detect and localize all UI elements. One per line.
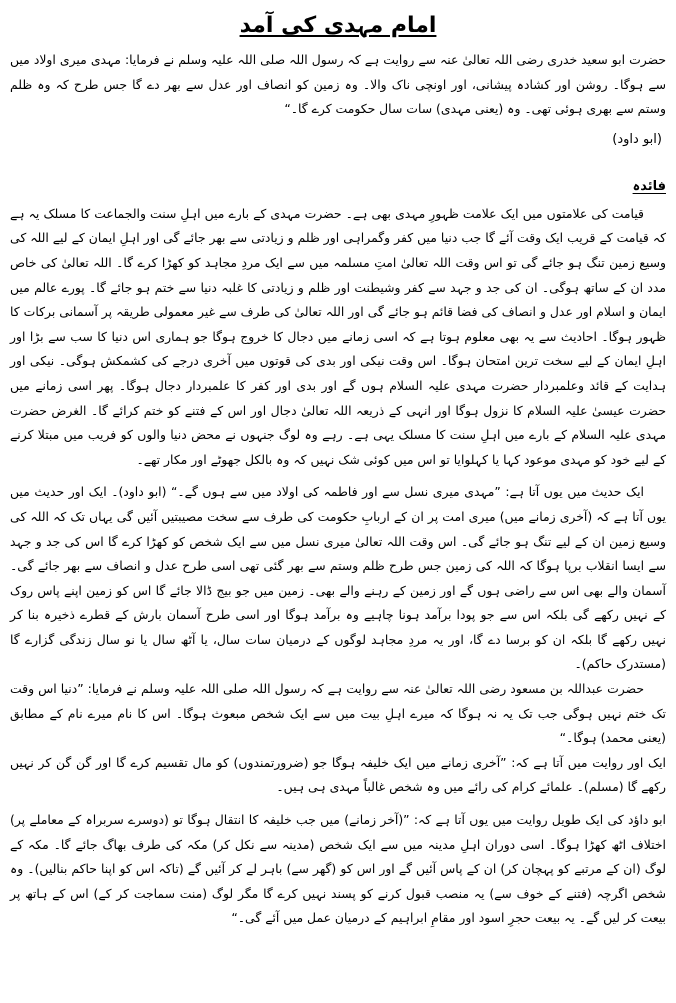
page-title: [10, 10, 666, 40]
section-heading: [10, 176, 666, 198]
body-paragraph-4: ایک اور روایت میں آتا ہے کہ: ”آخری زمانے میں ایک خلیفہ ہوگا جو (ضرورتمندوں) کو مال تقسیم کرے گا اور گن گن کر نہیں رکھے گا (مسلم)۔ علمائے کرام کی رائے میں وہ شخص غالباً مہدی ہی ہیں۔: [10, 754, 666, 795]
body-paragraph-5: ابو داؤد کی ایک طویل روایت میں یوں آتا ہے کہ: ”(آخر زمانے) میں جب خلیفہ کا انتقال ہوگا تو (دوسرے سربراہ کے معاملے پر) اختلاف اٹھ کھڑا ہوگا۔ اسی دوران اہلِ مدینہ میں سے ایک شخص (مدینہ سے نکل کر) مکہ کی طرف بھاگ جائے گا۔ مکہ کے لوگ (ان کے مرتبے کو پہچان کر) ان کے پاس آئیں گے اور اس کو (گھر سے) باہر لے کر آئیں گے (تاکہ اس کو اپنا حاکم بنالیں)۔ وہ شخص اگرچہ (فتنے کے خوف سے) یہ منصب قبول کرنے کو پسند نہیں کرے گا مگر لوگ (منت سماجت کر کے) اس کے ہاتھ پر بیعت کر لیں گے۔ یہ بیعت حجرِ اسود اور مقامِ ابراہیم کے درمیان عمل میں آئے گی۔“: [10, 812, 666, 926]
body-paragraph-1: قیامت کی علامتوں میں ایک علامت ظہورِ مہدی بھی ہے۔ حضرت مہدی کے بارے میں اہلِ سنت والجماعت کا مسلک یہ ہے کہ قیامت کے قریب ایک وقت آئے گا جب دنیا میں کفر وگمراہی اور ظلم و زیادتی سے بھر جائے گی اور اہلِ ایمان کے لیے اللہ کی وسیع زمین تنگ ہو جائے گی تو اس وقت اللہ تعالیٰ امتِ مسلمہ میں سے ایک مردِ مجاہد کو کھڑا کرے گا۔ اللہ تعالیٰ کی خاص مدد ان کے ساتھ ہوگی۔ ان کی جد و جہد سے کفر وشیطنت اور ظلم و زیادتی کا غلبہ دنیا سے ختم ہو جائے گا۔ پورے عالم میں ایمان و اسلام اور عدل و انصاف کی فضا قائم ہو جائے گی اور اللہ تعالیٰ کی طرف سے غیر معمولی طریقہ پر آسمانی برکات کا ظہور ہوگا۔ احادیث سے یہ بھی معلوم ہوتا ہے کہ اسی زمانے میں دجال کا خروج ہوگا جو ہماری اس دنیا کا سب سے بڑا اور اہلِ ایمان کے لیے سخت ترین امتحان ہوگا۔ اس وقت نیکی اور بدی کی قوتوں میں آخری درجے کی کشمکش ہوگی۔ نیکی اور ہدایت کے قائد وعلمبردار حضرت مہدی علیہ السلام ہوں گے اور بدی اور کفر کا علمبردار دجال ہوگا۔ پھر اسی زمانے میں حضرت عیسیٰ علیہ السلام کا نزول ہوگا اور انہی کے ذریعہ اللہ تعالیٰ دجال اور اس کے فتنے کو ختم کرائے گا۔ الغرض حضرت مہدی علیہ السلام کے بارے میں اہلِ سنت کا مسلک یہی ہے۔ رہے وہ لوگ جنہوں نے محض دنیا والوں کو فریب میں مبتلا کرنے کے لیے خود کو مہدی موعود کہا یا کہلوایا تو اس میں کوئی شک نہیں کہ وہ بالکل جھوٹے اور مکار تھے۔: [10, 205, 666, 467]
body-paragraph-3: حضرت عبداللہ بن مسعود رضی اللہ تعالیٰ عنہ سے روایت ہے کہ رسول اللہ صلی اللہ علیہ وسلم نے فرمایا: ”دنیا اس وقت تک ختم نہیں ہوگی جب تک یہ نہ ہوگا کہ میرے اہلِ بیت میں سے ایک شخص مبعوث ہوگا۔ اس کا نام میرے نام کے مطابق (یعنی محمد) ہوگا۔“: [10, 681, 666, 746]
section-heading-text: فائدہ: [632, 178, 666, 194]
page-title-text: امام مہدی کی آمد: [239, 13, 437, 38]
intro-paragraph: حضرت ابو سعید خدری رضی اللہ تعالیٰ عنہ سے روایت ہے کہ رسول اللہ صلی اللہ علیہ وسلم نے فرمایا: مہدی میری اولاد میں سے ہوگا۔ روشن اور کشادہ پیشانی، اور اونچی ناک والا۔ وہ زمین کو انصاف اور عدل سے بھر دے گا جس طرح کہ وہ ظلم وستم سے بھری ہوئی تھی۔ وہ (یعنی مہدی) سات سال حکومت کرے گا۔“: [10, 52, 666, 117]
body-paragraph-2: ایک حدیث میں یوں آتا ہے: ”مہدی میری نسل سے اور فاطمہ کی اولاد میں سے ہوں گے۔“ (ابو داود)۔ ایک اور حدیث میں یوں آتا ہے کہ (آخری زمانے میں) میری امت پر ان کے اربابِ حکومت کی طرف سے سخت مصیبتیں آئیں گی یہاں تک کہ اللہ کی وسیع زمین ان کے لیے تنگ ہو جائے گی۔ اس وقت اللہ تعالیٰ میری نسل میں سے ایک شخص کو کھڑا کرے گا اس کی جد و جہد سے ایسا انقلاب برپا ہوگا کہ اللہ کی زمین جس طرح ظلم وستم سے بھر گئی تھی اسی طرح عدل و انصاف سے بھر جائے گی۔ آسمان والے بھی اس سے راضی ہوں گے اور زمین کے رہنے والے بھی۔ زمین میں جو بیج ڈالا جائے گا اس کو زمین اپنے پاس روک کے نہیں رکھے گی بلکہ اس سے جو پودا برآمد ہونا چاہیے وہ برآمد ہوگا اور اسی طرح آسمان بارش کے قطرے ذخیرہ بنا کر نہیں رکھے گا بلکہ ان کو برسا دے گا، اور یہ مردِ مجاہد لوگوں کے درمیان سات سال، یا آٹھ سال یا نو سال زندگی گزارے گا (مستدرک حاکم)۔: [10, 484, 666, 672]
hadith-reference: (ابو داود): [612, 131, 662, 147]
